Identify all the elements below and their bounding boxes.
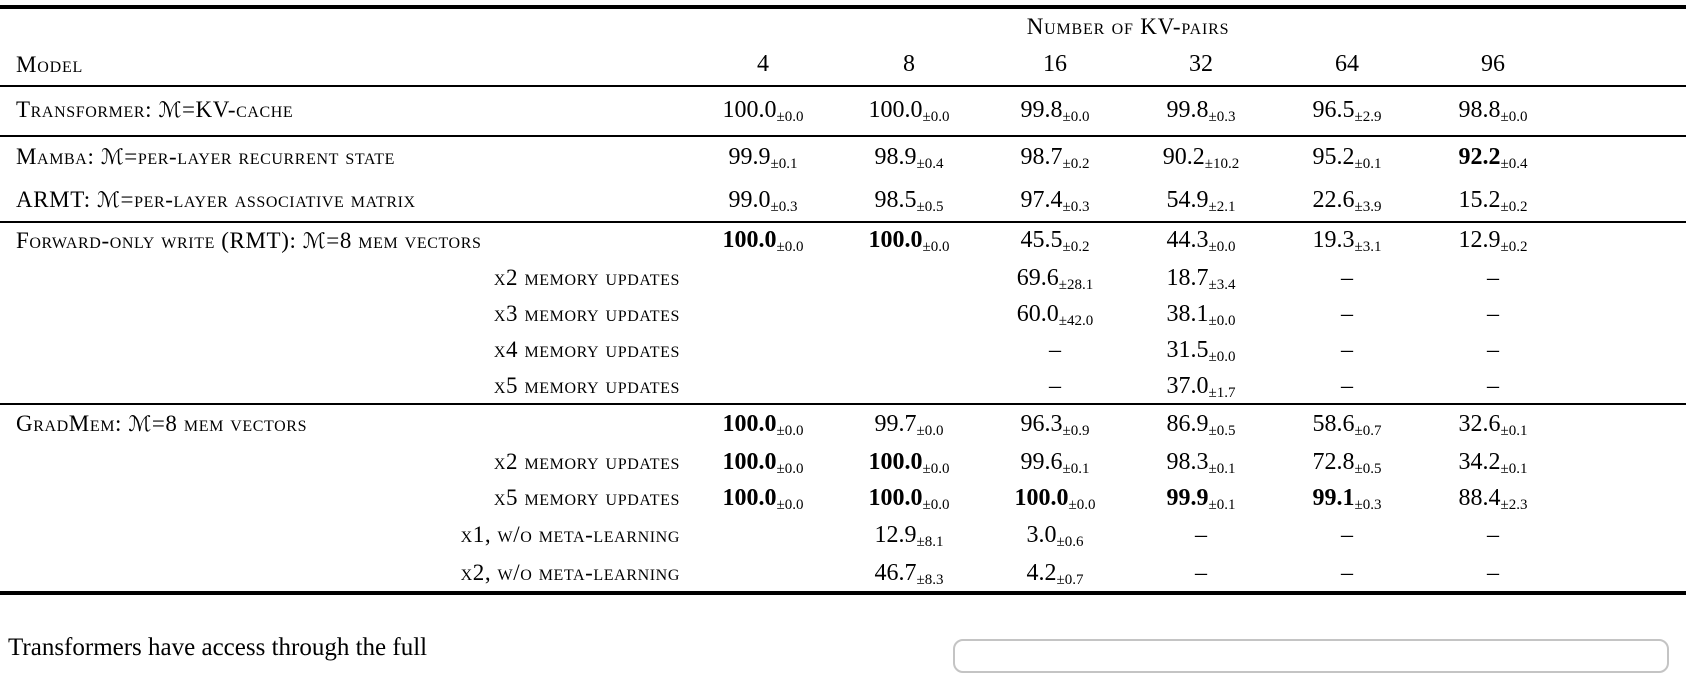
row-spacer (1566, 444, 1686, 480)
results-table-body (0, 85, 1686, 592)
model-subrow-label: x2 memory updates (493, 449, 680, 474)
metric-value: 97.4 (1020, 186, 1063, 213)
metric-stddev: ±0.5 (916, 198, 944, 215)
table-cell (982, 404, 1128, 444)
model-subrow-label: x1, w/o meta-learning (460, 522, 680, 547)
metric-value: 96.3 (1020, 410, 1063, 437)
metric-value: 38.1 (1166, 300, 1209, 327)
table-cell (1128, 368, 1274, 404)
metric-stddev: ±0.4 (916, 155, 944, 172)
table-cell (1274, 332, 1420, 368)
table-cell (1274, 368, 1420, 404)
metric-stddev: ±0.2 (1500, 198, 1528, 215)
metric-value: 18.7 (1166, 264, 1209, 291)
metric-value: 100.0 (868, 227, 923, 253)
missing-value-dash: – (1341, 300, 1353, 327)
metric-stddev: ±0.4 (1500, 155, 1528, 172)
table-cell (690, 554, 836, 592)
model-subrow-label: x5 memory updates (493, 373, 680, 398)
metric-value: 44.3 (1166, 227, 1209, 253)
table-cell (1128, 135, 1274, 179)
metric-stddev: ±0.1 (770, 155, 798, 172)
table-cell (1420, 85, 1566, 135)
table-cell (1128, 179, 1274, 221)
table-cell (836, 444, 982, 480)
missing-value-dash: – (1049, 336, 1061, 363)
table-cell (836, 85, 982, 135)
metric-stddev: ±0.0 (776, 108, 804, 125)
metric-stddev: ±0.0 (776, 460, 804, 477)
metric-stddev: ±0.0 (922, 239, 950, 255)
table-cell (690, 135, 836, 179)
metric-stddev: ±8.3 (916, 571, 944, 588)
table-cell (1274, 480, 1420, 516)
model-subrow-label: x5 memory updates (493, 485, 680, 510)
table-cell (1128, 221, 1274, 260)
metric-value: 3.0 (1026, 521, 1057, 548)
table-cell (1128, 85, 1274, 135)
column-header: 8 (903, 51, 915, 77)
metric-stddev: ±0.2 (1062, 239, 1090, 255)
metric-value: 96.5 (1312, 96, 1355, 123)
table-cell (836, 480, 982, 516)
metric-value: 46.7 (874, 559, 917, 586)
missing-value-dash: – (1487, 559, 1499, 586)
metric-stddev: ±2.1 (1208, 198, 1236, 215)
metric-stddev: ±0.1 (1354, 155, 1382, 172)
row-spacer (1566, 554, 1686, 592)
table-cell (1274, 516, 1420, 554)
column-header: 32 (1189, 51, 1213, 77)
table-cell (1274, 260, 1420, 296)
row-spacer (1566, 368, 1686, 404)
metric-value: 86.9 (1166, 410, 1209, 437)
metric-stddev: ±3.9 (1354, 198, 1382, 215)
missing-value-dash: – (1195, 521, 1207, 548)
row-spacer (1566, 135, 1686, 179)
missing-value-dash: – (1049, 372, 1061, 399)
group-header-label: Number of KV-pairs (1026, 13, 1230, 39)
table-cell (982, 221, 1128, 260)
table-row (0, 260, 1686, 296)
metric-value: 34.2 (1458, 448, 1501, 475)
table-row (0, 404, 1686, 444)
table-cell (1128, 296, 1274, 332)
model-subrow-label: x4 memory updates (493, 337, 680, 362)
table-cell (836, 135, 982, 179)
missing-value-dash: – (1487, 264, 1499, 291)
table-cell (690, 516, 836, 554)
table-row (0, 296, 1686, 332)
missing-value-dash: – (1487, 300, 1499, 327)
metric-stddev: ±0.0 (1068, 496, 1096, 513)
table-cell (836, 404, 982, 444)
metric-value: 4.2 (1026, 559, 1057, 586)
metric-value: 100.0 (868, 448, 923, 475)
model-subrow-label: x2 memory updates (493, 265, 680, 290)
table-cell (982, 554, 1128, 592)
table-cell (982, 332, 1128, 368)
table-cell (690, 332, 836, 368)
metric-value: 100.0 (722, 227, 777, 253)
metric-stddev: ±2.3 (1500, 496, 1528, 513)
metric-value: 37.0 (1166, 372, 1209, 399)
table-cell (1128, 260, 1274, 296)
table-cell (982, 260, 1128, 296)
metric-value: 15.2 (1458, 186, 1501, 213)
model-row-label: Transformer: ℳ=KV-cache (16, 97, 294, 123)
table-cell (982, 516, 1128, 554)
missing-value-dash: – (1341, 264, 1353, 291)
metric-stddev: ±0.1 (1208, 460, 1236, 477)
script-M-symbol: ℳ (128, 412, 152, 437)
script-M-symbol: ℳ (158, 98, 182, 123)
table-row (0, 85, 1686, 135)
metric-stddev: ±0.3 (1062, 198, 1090, 215)
column-header-row (0, 44, 1686, 85)
table-cell (1420, 516, 1566, 554)
table-cell (982, 296, 1128, 332)
table-row (0, 179, 1686, 221)
table-cell (1420, 179, 1566, 221)
metric-stddev: ±0.0 (1062, 108, 1090, 125)
row-spacer (1566, 221, 1686, 260)
missing-value-dash: – (1487, 372, 1499, 399)
table-cell (836, 516, 982, 554)
metric-stddev: ±42.0 (1058, 312, 1094, 329)
table-cell (982, 179, 1128, 221)
table-row (0, 516, 1686, 554)
model-row-label: Forward-only write (RMT): ℳ=8 mem vectors (16, 227, 482, 254)
missing-value-dash: – (1341, 372, 1353, 399)
metric-stddev: ±0.3 (770, 198, 798, 215)
metric-value: 58.6 (1312, 410, 1355, 437)
metric-value: 99.0 (728, 186, 771, 213)
table-cell (1128, 444, 1274, 480)
column-header: 96 (1481, 51, 1505, 77)
row-spacer (1566, 179, 1686, 221)
table-cell (690, 480, 836, 516)
model-row-label: Mamba: ℳ=per-layer recurrent state (16, 144, 396, 170)
table-cell (836, 332, 982, 368)
table-cell (982, 480, 1128, 516)
metric-stddev: ±0.3 (1208, 108, 1236, 125)
metric-value: 60.0 (1016, 300, 1059, 327)
metric-stddev: ±3.4 (1208, 276, 1236, 293)
metric-value: 100.0 (722, 448, 777, 475)
table-cell (836, 296, 982, 332)
metric-stddev: ±0.2 (1062, 155, 1090, 172)
metric-value: 92.2 (1458, 143, 1501, 170)
table-cell (836, 368, 982, 404)
table-cell (982, 85, 1128, 135)
metric-stddev: ±10.2 (1204, 155, 1240, 172)
missing-value-dash: – (1341, 521, 1353, 548)
metric-value: 100.0 (722, 484, 777, 511)
metric-stddev: ±0.0 (922, 108, 950, 125)
metric-stddev: ±0.5 (1354, 460, 1382, 477)
table-row (0, 332, 1686, 368)
table-cell (1420, 444, 1566, 480)
metric-value: 99.9 (728, 143, 771, 170)
metric-value: 100.0 (1014, 484, 1069, 511)
table-cell (836, 260, 982, 296)
table-cell (1274, 85, 1420, 135)
table-cell (690, 221, 836, 260)
group-header-spacer (0, 9, 690, 44)
metric-value: 95.2 (1312, 143, 1355, 170)
metric-value: 99.8 (1020, 96, 1063, 123)
table-row (0, 135, 1686, 179)
table-cell (836, 221, 982, 260)
missing-value-dash: – (1341, 336, 1353, 363)
metric-value: 69.6 (1016, 264, 1059, 291)
metric-stddev: ±0.1 (1062, 460, 1090, 477)
table-cell (1420, 480, 1566, 516)
metric-stddev: ±0.5 (1208, 422, 1236, 439)
metric-stddev: ±28.1 (1058, 276, 1094, 293)
table-cell (1420, 260, 1566, 296)
table-cell (1274, 135, 1420, 179)
table-cell (1274, 179, 1420, 221)
column-header-spacer (1566, 44, 1686, 85)
metric-value: 98.9 (874, 143, 917, 170)
metric-value: 54.9 (1166, 186, 1209, 213)
cropped-paragraph-text: Transformers have access through the full (8, 634, 428, 661)
missing-value-dash: – (1487, 336, 1499, 363)
table-row (0, 480, 1686, 516)
table-cell (1420, 296, 1566, 332)
metric-stddev: ±3.1 (1354, 239, 1382, 255)
metric-stddev: ±0.0 (776, 496, 804, 513)
row-spacer (1566, 516, 1686, 554)
metric-value: 98.5 (874, 186, 917, 213)
metric-stddev: ±1.7 (1208, 384, 1236, 401)
missing-value-dash: – (1487, 521, 1499, 548)
metric-stddev: ±0.0 (776, 422, 804, 439)
metric-stddev: ±0.3 (1354, 496, 1382, 513)
metric-stddev: ±0.7 (1354, 422, 1382, 439)
metric-stddev: ±0.2 (1500, 239, 1528, 255)
table-cell (690, 404, 836, 444)
metric-value: 90.2 (1162, 143, 1205, 170)
metric-value: 98.3 (1166, 448, 1209, 475)
table-cell (982, 444, 1128, 480)
table-row (0, 554, 1686, 592)
metric-value: 99.1 (1312, 484, 1355, 511)
table-cell (690, 296, 836, 332)
metric-stddev: ±0.0 (922, 496, 950, 513)
model-row-label: ARMT: ℳ=per-layer associative matrix (16, 187, 416, 213)
metric-value: 19.3 (1312, 227, 1355, 253)
table-cell (982, 368, 1128, 404)
row-spacer (1566, 480, 1686, 516)
table-cell (690, 179, 836, 221)
table-cell (1274, 296, 1420, 332)
table-cell (1128, 516, 1274, 554)
model-subrow-label: x3 memory updates (493, 301, 680, 326)
column-header: 16 (1043, 51, 1067, 77)
group-header-spacer-right (1566, 9, 1686, 44)
row-spacer (1566, 296, 1686, 332)
metric-stddev: ±8.1 (916, 533, 944, 550)
table-cell (1274, 444, 1420, 480)
results-table (0, 9, 1686, 592)
table-cell (690, 85, 836, 135)
table-cell (1128, 404, 1274, 444)
table-cell (690, 444, 836, 480)
metric-stddev: ±0.0 (776, 239, 804, 255)
table-cell (1128, 554, 1274, 592)
table-cell (836, 179, 982, 221)
metric-stddev: ±0.1 (1500, 460, 1528, 477)
metric-stddev: ±0.1 (1500, 422, 1528, 439)
row-spacer (1566, 85, 1686, 135)
model-subrow-label: x2, w/o meta-learning (460, 560, 680, 585)
table-cell (690, 368, 836, 404)
table-cell (1420, 368, 1566, 404)
metric-stddev: ±0.0 (922, 460, 950, 477)
script-M-symbol: ℳ (302, 228, 327, 254)
metric-stddev: ±2.9 (1354, 108, 1382, 125)
table-cell (690, 260, 836, 296)
table-row (0, 221, 1686, 260)
metric-value: 88.4 (1458, 484, 1501, 511)
metric-value: 12.9 (874, 521, 917, 548)
metric-value: 99.9 (1166, 484, 1209, 511)
metric-stddev: ±0.0 (1500, 108, 1528, 125)
script-M-symbol: ℳ (100, 145, 125, 170)
metric-stddev: ±0.0 (1208, 348, 1236, 365)
metric-stddev: ±0.0 (916, 422, 944, 439)
row-spacer (1566, 404, 1686, 444)
metric-value: 32.6 (1458, 410, 1501, 437)
table-cell (1128, 332, 1274, 368)
table-cell (1420, 135, 1566, 179)
metric-stddev: ±0.9 (1062, 422, 1090, 439)
model-row-label: GradMem: ℳ=8 mem vectors (16, 411, 308, 437)
group-header-row (0, 9, 1686, 44)
metric-value: 72.8 (1312, 448, 1355, 475)
model-column-header: Model (16, 51, 84, 77)
column-header: 4 (757, 51, 769, 77)
metric-value: 12.9 (1458, 227, 1501, 253)
table-cell (1420, 554, 1566, 592)
metric-stddev: ±0.1 (1208, 496, 1236, 513)
metric-value: 99.8 (1166, 96, 1209, 123)
row-spacer (1566, 332, 1686, 368)
metric-value: 22.6 (1312, 186, 1355, 213)
cropped-figure-box (953, 639, 1669, 673)
missing-value-dash: – (1195, 559, 1207, 586)
table-cell (1274, 221, 1420, 260)
metric-value: 31.5 (1166, 336, 1209, 363)
metric-value: 99.6 (1020, 448, 1063, 475)
metric-value: 45.5 (1020, 227, 1063, 253)
script-M-symbol: ℳ (97, 188, 121, 213)
metric-value: 100.0 (868, 96, 923, 123)
table-cell (1128, 480, 1274, 516)
metric-stddev: ±0.6 (1056, 533, 1084, 550)
table-cell (1274, 554, 1420, 592)
table-cell (1274, 404, 1420, 444)
table-cell (1420, 332, 1566, 368)
metric-value: 99.7 (874, 410, 917, 437)
metric-value: 100.0 (722, 410, 777, 437)
metric-stddev: ±0.7 (1056, 571, 1084, 588)
table-cell (1420, 221, 1566, 260)
metric-stddev: ±0.0 (1208, 312, 1236, 329)
table-cell (982, 135, 1128, 179)
metric-value: 98.7 (1020, 143, 1063, 170)
table-cell (1420, 404, 1566, 444)
table-cell (836, 554, 982, 592)
table-row (0, 368, 1686, 404)
metric-value: 100.0 (722, 96, 777, 123)
table-row (0, 444, 1686, 480)
metric-value: 98.8 (1458, 96, 1501, 123)
missing-value-dash: – (1341, 559, 1353, 586)
metric-stddev: ±0.0 (1208, 239, 1236, 255)
row-spacer (1566, 260, 1686, 296)
column-header: 64 (1335, 51, 1359, 77)
metric-value: 100.0 (868, 484, 923, 511)
